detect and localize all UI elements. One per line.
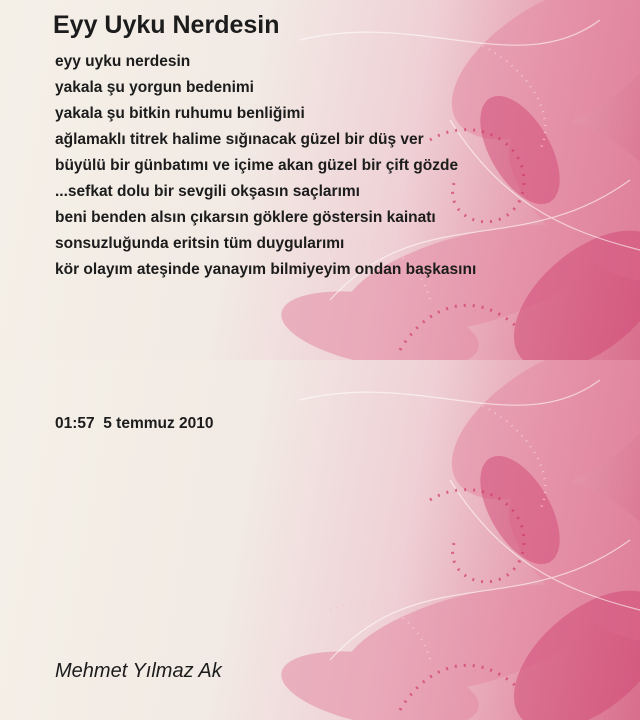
poem-line: ağlamaklı titrek halime sığınacak güzel bir düş ver (55, 131, 424, 148)
poem-line: yakala şu yorgun bedenimi (55, 79, 254, 96)
poem-title: Eyy Uyku Nerdesin (53, 11, 280, 39)
poem-line: ...sefkat dolu bir sevgili okşasın saçlarımı (55, 183, 360, 200)
poem-author: Mehmet Yılmaz Ak (55, 660, 222, 682)
poem-line: sonsuzluğunda eritsin tüm duygularımı (55, 235, 345, 252)
poem-timestamp: 01:57 5 temmuz 2010 (55, 415, 214, 432)
poem-line: yakala şu bitkin ruhumu benliğimi (55, 105, 305, 122)
poem-line: büyülü bir günbatımı ve içime akan güzel bir çift gözde (55, 157, 459, 174)
poem-body (55, 53, 476, 287)
poem-line: eyy uyku nerdesin (55, 53, 191, 70)
poem-line: kör olayım ateşinde yanayım bilmiyeyim ondan başkasını (55, 261, 477, 278)
poem-line: beni benden alsın çıkarsın göklere göstersin kainatı (55, 209, 436, 226)
